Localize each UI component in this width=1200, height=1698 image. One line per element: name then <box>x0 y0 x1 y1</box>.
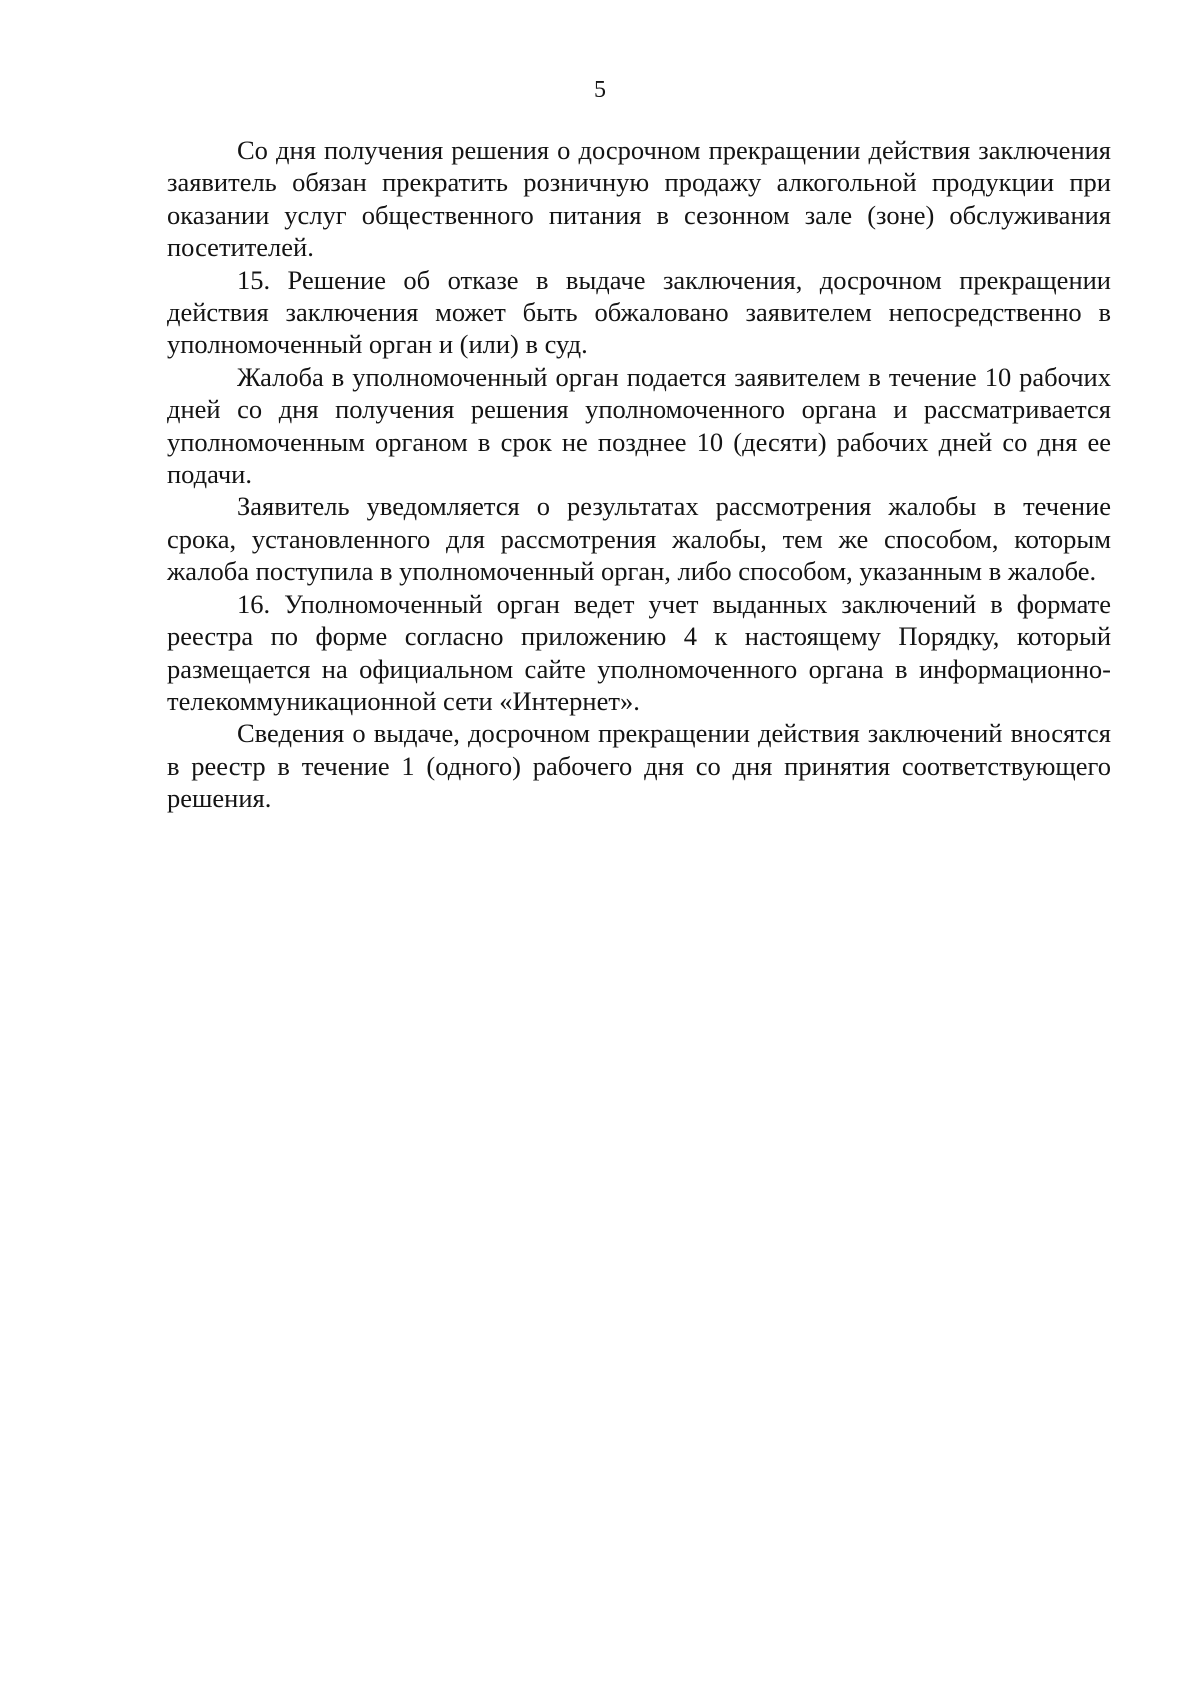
document-body <box>167 134 1111 815</box>
paragraph-15-appeal: 15. Решение об отказе в выдаче заключения, досрочном прекращении действия заключения может быть обжаловано заявителем непосредственно в уполномоченный орган и (или) в суд. <box>167 264 1111 360</box>
paragraph-complaint-terms: Жалоба в уполномоченный орган подается заявителем в течение 10 рабочих дней со дня получения решения уполномоченного органа и рассматривается уполномоченным органом в срок не позднее 10 (десяти) рабочих дней со дня ее подачи. <box>167 361 1111 490</box>
paragraph-notification: Заявитель уведомляется о результатах рассмотрения жалобы в течение срока, установленного для рассмотрения жалобы, тем же способом, которым жалоба поступила в уполномоченный орган, либо способом, указанным в жалобе. <box>167 491 1111 587</box>
paragraph-decision-effect: Со дня получения решения о досрочном прекращении действия заключения заявитель обязан прекратить розничную продажу алкогольной продукции при оказании услуг общественного питания в сезонном зале (зоне) обслуживания посетителей. <box>167 135 1111 263</box>
page-number: 5 <box>594 77 606 103</box>
paragraph-16-registry: 16. Уполномоченный орган ведет учет выданных заключений в формате реестра по форме согласно приложению 4 к настоящему Порядку, который размещается на официальном сайте уполномоченного органа в информационно-телекоммуникационной сети «Интернет». <box>167 588 1111 716</box>
paragraph-registry-entry: Сведения о выдаче, досрочном прекращении действия заключений вносятся в реестр в течение 1 (одного) рабочего дня со дня принятия соответствующего решения. <box>167 718 1111 814</box>
